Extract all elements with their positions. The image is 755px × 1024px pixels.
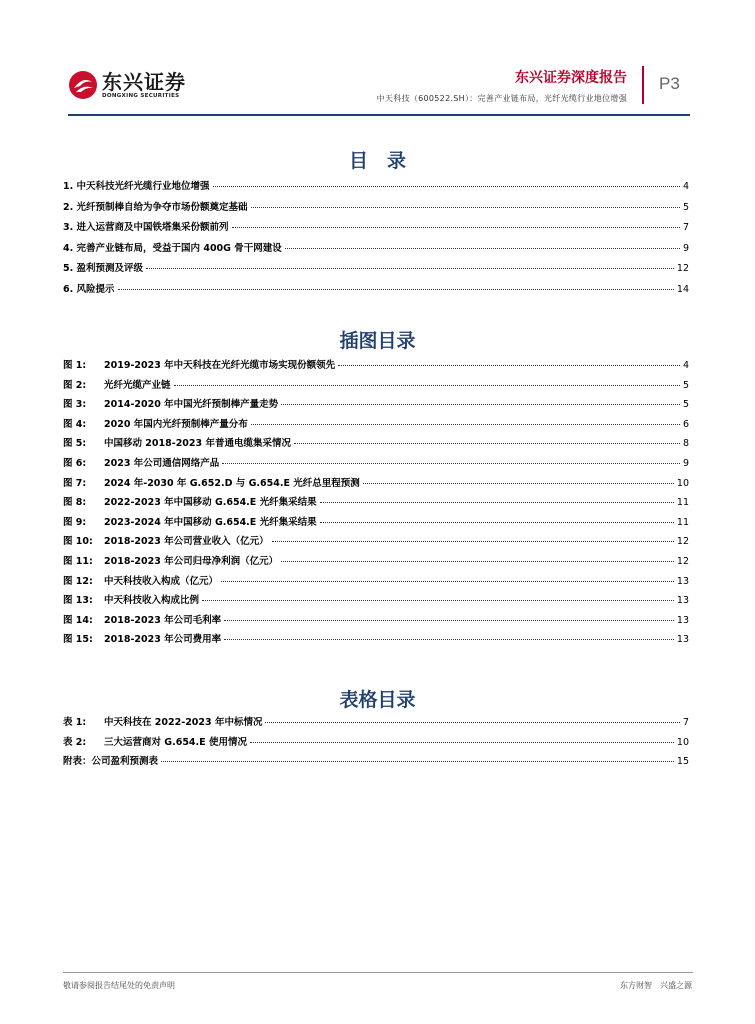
- dot-leader: [232, 227, 680, 228]
- entry-title: 2. 光纤预制棒自给为争夺市场份额奠定基础: [63, 201, 248, 213]
- entry-page-number: 7: [682, 222, 689, 233]
- company-logo: [68, 70, 186, 100]
- dot-leader: [118, 289, 674, 290]
- entry-title: 附表：公司盈利预测表: [63, 756, 159, 768]
- entry-title: 中天科技在 2022-2023 年中标情况: [104, 717, 263, 728]
- dot-leader: [221, 581, 674, 582]
- toc-entry[interactable]: [63, 612, 689, 632]
- entry-title: 2024 年-2030 年 G.652.D 与 G.654.E 光纤总里程预测: [104, 477, 360, 489]
- entry-title: 2023-2024 年中国移动 G.654.E 光纤集采结果: [104, 516, 317, 528]
- entry-number: 图 15:: [63, 634, 93, 646]
- toc-entry[interactable]: [63, 396, 689, 416]
- entry-page-number: 8: [682, 438, 689, 450]
- entry-page-number: 13: [676, 634, 689, 646]
- page-header: [0, 0, 755, 118]
- dot-leader: [251, 207, 680, 208]
- entry-number: 图 12:: [63, 575, 93, 587]
- entry-page-number: 9: [682, 457, 689, 469]
- dongxing-logo-icon: [68, 70, 98, 100]
- entry-number: 图 14:: [63, 614, 93, 626]
- dot-leader: [363, 483, 674, 484]
- entry-title: 2020 年国内光纤预制棒产量分布: [104, 418, 248, 430]
- report-type-title: 东兴证券深度报告: [515, 70, 627, 86]
- entry-title: 1. 中天科技光纤光缆行业地位增强: [63, 181, 210, 192]
- dot-leader: [222, 463, 680, 464]
- dot-leader: [202, 600, 674, 601]
- entry-page-number: 13: [676, 595, 689, 607]
- entry-page-number: 12: [676, 536, 689, 548]
- toc-entry[interactable]: [63, 514, 689, 534]
- entry-title: 2018-2023 年公司营业收入（亿元）: [104, 536, 269, 548]
- toc-entry[interactable]: [63, 753, 689, 773]
- toc-entry[interactable]: [63, 631, 689, 651]
- entry-title: 3. 进入运营商及中国铁塔集采份额前列: [63, 222, 229, 233]
- dot-leader: [281, 561, 674, 562]
- logo-english-name: DONGXING SECURITIES: [102, 92, 180, 99]
- entry-page-number: 14: [676, 283, 689, 295]
- entry-number: 表 1:: [63, 717, 87, 728]
- entry-page-number: 5: [682, 379, 689, 391]
- entry-number: 图 13:: [63, 595, 93, 607]
- tables-list: [63, 714, 689, 773]
- toc-entry[interactable]: [63, 281, 689, 302]
- entry-title: 中国移动 2018-2023 年普通电缆集采情况: [104, 438, 291, 450]
- dot-leader: [338, 365, 680, 366]
- entry-page-number: 5: [682, 399, 689, 411]
- entry-title: 6. 风险提示: [63, 283, 115, 295]
- toc-entry[interactable]: [63, 219, 689, 240]
- toc-list: [63, 178, 689, 301]
- entry-page-number: 15: [676, 756, 689, 768]
- toc-title: 目 录: [348, 150, 406, 172]
- entry-page-number: 6: [682, 418, 689, 430]
- entry-title: 2019-2023 年中天科技在光纤光缆市场实现份额领先: [104, 360, 336, 371]
- footer-slogan: 东方财智 兴盛之源: [620, 981, 692, 990]
- entry-number: 图 5:: [63, 438, 87, 450]
- toc-entry[interactable]: [63, 199, 689, 220]
- toc-entry[interactable]: [63, 357, 689, 377]
- entry-number: 图 7:: [63, 477, 87, 489]
- entry-title: 2018-2023 年公司费用率: [104, 634, 222, 646]
- dot-leader: [213, 186, 680, 187]
- entry-page-number: 4: [682, 181, 689, 192]
- entry-title: 5. 盈利预测及评级: [63, 263, 144, 274]
- entry-title: 2022-2023 年中国移动 G.654.E 光纤集采结果: [104, 497, 317, 509]
- entry-page-number: 12: [676, 555, 689, 567]
- entry-title: 2018-2023 年公司归母净利润（亿元）: [104, 555, 279, 567]
- toc-entry[interactable]: [63, 178, 689, 199]
- entry-page-number: 12: [676, 263, 689, 274]
- dot-leader: [294, 443, 680, 444]
- dot-leader: [320, 502, 674, 503]
- entry-title: 中天科技收入构成比例: [104, 595, 200, 607]
- entry-page-number: 7: [682, 717, 689, 728]
- entry-number: 表 2:: [63, 736, 87, 748]
- entry-page-number: 10: [676, 477, 689, 489]
- dot-leader: [281, 404, 680, 405]
- toc-entry[interactable]: [63, 573, 689, 593]
- toc-entry[interactable]: [63, 416, 689, 436]
- header-divider: [642, 66, 644, 104]
- entry-title: 2023 年公司通信网络产品: [104, 457, 220, 469]
- dot-leader: [224, 639, 674, 640]
- report-subtitle: 中天科技（600522.SH）：完善产业链布局，光纤光缆行业地位增强: [376, 94, 627, 103]
- entry-number: 图 9:: [63, 516, 87, 528]
- toc-entry[interactable]: [63, 377, 689, 397]
- entry-page-number: 9: [682, 242, 689, 254]
- figures-list: [63, 357, 689, 651]
- entry-page-number: 11: [676, 497, 689, 509]
- toc-entry[interactable]: [63, 714, 689, 734]
- toc-entry[interactable]: [63, 494, 689, 514]
- toc-entry[interactable]: [63, 553, 689, 573]
- dot-leader: [146, 268, 674, 269]
- entry-title: 三大运营商对 G.654.E 使用情况: [104, 736, 247, 748]
- dot-leader: [285, 248, 680, 249]
- toc-entry[interactable]: [63, 455, 689, 475]
- dot-leader: [320, 522, 674, 523]
- entry-number: 图 10:: [63, 536, 93, 548]
- dot-leader: [251, 424, 680, 425]
- entry-number: 图 3:: [63, 399, 87, 411]
- entry-number: 图 8:: [63, 497, 87, 509]
- tables-title: 表格目录: [339, 689, 416, 711]
- entry-number: 图 2:: [63, 379, 87, 391]
- dot-leader: [224, 620, 674, 621]
- entry-number: 图 6:: [63, 457, 87, 469]
- logo-chinese-name: 东兴证券: [102, 69, 186, 94]
- figures-title: 插图目录: [339, 330, 416, 352]
- entry-page-number: 4: [682, 360, 689, 371]
- entry-title: 中天科技收入构成（亿元）: [104, 575, 219, 587]
- header-rule: [68, 114, 690, 116]
- footer-disclaimer: 敬请参阅报告结尾处的免责声明: [63, 981, 175, 990]
- toc-entry[interactable]: [63, 240, 689, 261]
- dot-leader: [265, 722, 680, 723]
- entry-title: 2018-2023 年公司毛利率: [104, 614, 222, 626]
- entry-page-number: 13: [676, 614, 689, 626]
- dot-leader: [272, 541, 674, 542]
- entry-number: 图 1:: [63, 360, 87, 371]
- footer-rule: [63, 972, 693, 973]
- dot-leader: [161, 761, 674, 762]
- entry-title: 2014-2020 年中国光纤预制棒产量走势: [104, 399, 279, 411]
- dot-leader: [174, 385, 680, 386]
- entry-title: 光纤光缆产业链: [104, 379, 171, 391]
- entry-number: 图 11:: [63, 555, 93, 567]
- toc-entry[interactable]: [63, 435, 689, 455]
- toc-entry[interactable]: [63, 592, 689, 612]
- dot-leader: [250, 742, 674, 743]
- toc-entry[interactable]: [63, 734, 689, 754]
- toc-entry[interactable]: [63, 475, 689, 495]
- entry-page-number: 13: [676, 575, 689, 587]
- toc-entry[interactable]: [63, 533, 689, 553]
- entry-number: 图 4:: [63, 418, 87, 430]
- entry-title: 4. 完善产业链布局，受益于国内 400G 骨干网建设: [63, 242, 282, 254]
- toc-entry[interactable]: [63, 260, 689, 281]
- entry-page-number: 11: [676, 516, 689, 528]
- entry-page-number: 5: [682, 201, 689, 213]
- page-number: P3: [659, 74, 680, 93]
- entry-page-number: 10: [676, 736, 689, 748]
